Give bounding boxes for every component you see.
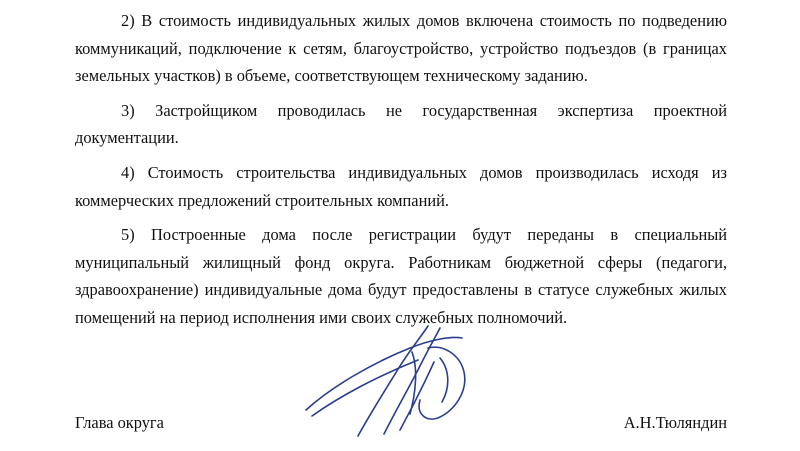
paragraph-4: 4) Стоимость строительства индивидуальных домов производилась исходя из коммерческих предложений строительных компаний. [75,162,727,210]
signatory-position: Глава округа [75,413,164,432]
signatory-name: А.Н.Тюляндин [623,413,727,432]
document-body [75,7,727,332]
signature-block [75,409,727,437]
paragraph-2: 2) В стоимость индивидуальных жилых домов включена стоимость по подведению коммуникаций, подключение к сетям, благоустройство, устройство подъездов (в границах земельных участков) в объеме, соответствующем техническому заданию. [75,11,727,86]
paragraph-5: 5) Построенные дома после регистрации будут переданы в специальный муниципальный жилищный фонд округа. Работникам бюджетной сферы (педагоги, здравоохранение) индивидуальные дома будут предоставлены в статусе служебных жилых помещений на период исполнения ими своих служебных полномочий. [75,225,727,327]
paragraph-3: 3) Застройщиком проводилась не государственная экспертиза проектной документации. [75,100,727,148]
